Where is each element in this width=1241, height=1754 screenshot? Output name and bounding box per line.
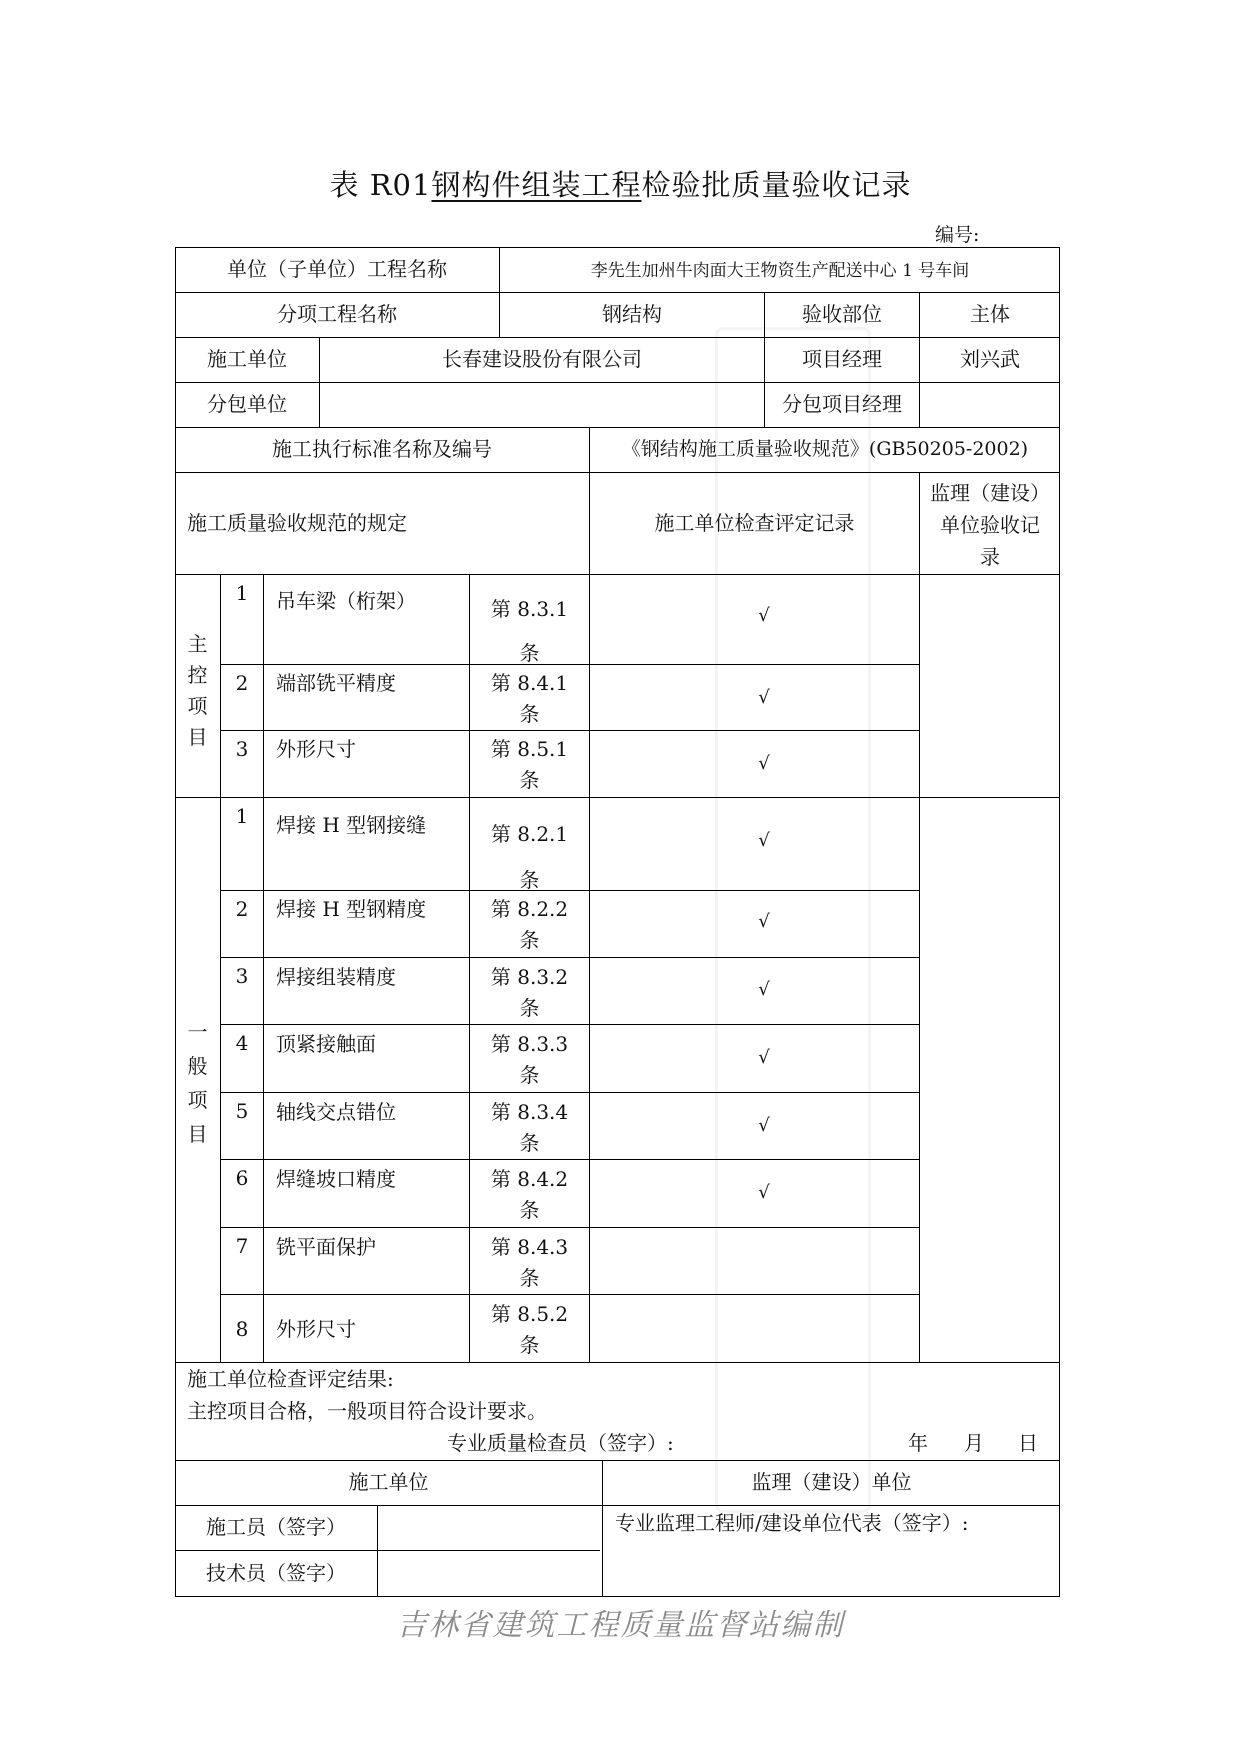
general-item-check: √ bbox=[758, 830, 770, 851]
result-day: 日 bbox=[1018, 1431, 1038, 1455]
background-stamp bbox=[715, 327, 871, 1513]
contractor-label: 施工单位 bbox=[207, 347, 287, 371]
subcontractor-label: 分包单位 bbox=[207, 392, 287, 416]
main-item-check: √ bbox=[758, 605, 770, 626]
contractor-value: 长春建设股份有限公司 bbox=[442, 347, 642, 371]
title-name: 钢构件组装工程 bbox=[431, 168, 642, 202]
result-year: 年 bbox=[908, 1431, 928, 1455]
main-item-name: 吊车梁（桁架） bbox=[276, 589, 416, 613]
result-label: 施工单位检查评定结果: bbox=[187, 1367, 394, 1391]
general-item-clause: 第 8.3.2 条 bbox=[490, 965, 569, 1020]
project-manager-label: 项目经理 bbox=[802, 347, 882, 371]
footer-contractor-header: 施工单位 bbox=[348, 1470, 429, 1494]
general-item-clause: 第 8.3.4 条 bbox=[490, 1100, 569, 1155]
general-item-check: √ bbox=[758, 979, 770, 1000]
title-suffix: 检验批质量验收记录 bbox=[641, 168, 912, 202]
general-item-name: 顶紧接触面 bbox=[276, 1032, 376, 1056]
main-item-clause: 第 8.5.1 条 bbox=[490, 737, 569, 792]
main-item-check: √ bbox=[758, 753, 770, 774]
footer-supervisor-header: 监理（建设）单位 bbox=[751, 1470, 912, 1494]
general-item-check: √ bbox=[758, 1115, 770, 1136]
main-item-name: 外形尺寸 bbox=[276, 737, 356, 761]
general-item-name: 焊接组装精度 bbox=[276, 965, 396, 989]
result-month: 月 bbox=[964, 1431, 984, 1455]
spec-column-header: 施工质量验收规范的规定 bbox=[187, 511, 407, 535]
page-title bbox=[0, 163, 1241, 204]
record-table bbox=[175, 247, 1060, 1597]
standard-label: 施工执行标准名称及编号 bbox=[272, 437, 492, 461]
general-item-name: 轴线交点错位 bbox=[276, 1100, 396, 1124]
general-item-clause: 第 8.2.2 条 bbox=[490, 897, 569, 952]
general-item-no: 2 bbox=[235, 897, 249, 921]
general-item-check: √ bbox=[758, 1047, 770, 1068]
sub-pm-label: 分包项目经理 bbox=[782, 392, 902, 416]
subitem-value: 钢结构 bbox=[602, 302, 662, 326]
general-item-clause: 第 8.2.1 条 bbox=[490, 822, 569, 892]
record-column-header: 施工单位检查评定记录 bbox=[654, 511, 855, 535]
main-control-label: 主 控 项 目 bbox=[187, 632, 208, 749]
general-item-no: 4 bbox=[235, 1031, 249, 1055]
main-item-no: 1 bbox=[235, 581, 249, 605]
title-prefix: 表 R01 bbox=[329, 168, 432, 202]
builder-signature-label: 施工员（签字） bbox=[206, 1515, 346, 1539]
project-name-label: 单位（子单位）工程名称 bbox=[227, 257, 447, 281]
supervisor-column-header: 监理（建设） 单位验收记 录 bbox=[930, 481, 1050, 569]
general-item-no: 3 bbox=[235, 964, 249, 988]
standard-value: 《钢结构施工质量验收规范》(GB50205-2002) bbox=[621, 438, 1029, 460]
inspector-signature-label: 专业质量检查员（签字）: bbox=[447, 1431, 674, 1455]
technician-signature-label: 技术员（签字） bbox=[206, 1561, 346, 1585]
main-item-clause: 第 8.4.1 条 bbox=[490, 671, 569, 726]
main-item-name: 端部铣平精度 bbox=[276, 671, 396, 695]
inspection-part-label: 验收部位 bbox=[802, 302, 882, 326]
inspection-part-value: 主体 bbox=[970, 302, 1010, 326]
general-item-name: 焊接 H 型钢精度 bbox=[276, 897, 427, 921]
general-item-name: 焊缝坡口精度 bbox=[276, 1167, 396, 1191]
doc-number-label: 编号: bbox=[935, 224, 980, 246]
main-item-check: √ bbox=[758, 687, 770, 708]
result-text: 主控项目合格，一般项目符合设计要求。 bbox=[187, 1399, 547, 1423]
general-item-name: 外形尺寸 bbox=[276, 1317, 356, 1341]
subitem-label: 分项工程名称 bbox=[277, 302, 397, 326]
general-item-check: √ bbox=[758, 911, 770, 932]
main-item-no: 3 bbox=[235, 737, 249, 761]
general-item-name: 铣平面保护 bbox=[276, 1235, 376, 1259]
issuer-signature: 吉林省建筑工程质量监督站编制 bbox=[396, 1608, 845, 1643]
project-manager-value: 刘兴武 bbox=[960, 347, 1020, 371]
general-item-no: 8 bbox=[235, 1317, 249, 1341]
engineer-signature-label: 专业监理工程师/建设单位代表（签字）: bbox=[615, 1511, 969, 1535]
general-item-check: √ bbox=[758, 1182, 770, 1203]
project-name-value: 李先生加州牛肉面大王物资生产配送中心 1 号车间 bbox=[590, 261, 970, 281]
general-item-no: 1 bbox=[235, 804, 249, 828]
main-item-clause: 第 8.3.1 条 bbox=[490, 597, 569, 665]
general-item-clause: 第 8.5.2 条 bbox=[490, 1302, 569, 1357]
general-items-label: 一 般 项 目 bbox=[187, 1020, 208, 1146]
general-item-no: 6 bbox=[235, 1166, 249, 1190]
general-item-no: 7 bbox=[235, 1234, 249, 1258]
general-item-clause: 第 8.4.3 条 bbox=[490, 1235, 569, 1290]
main-item-no: 2 bbox=[235, 671, 249, 695]
general-item-no: 5 bbox=[235, 1099, 249, 1123]
general-item-clause: 第 8.4.2 条 bbox=[490, 1167, 569, 1222]
general-item-name: 焊接 H 型钢接缝 bbox=[276, 813, 427, 837]
general-item-clause: 第 8.3.3 条 bbox=[490, 1032, 569, 1087]
